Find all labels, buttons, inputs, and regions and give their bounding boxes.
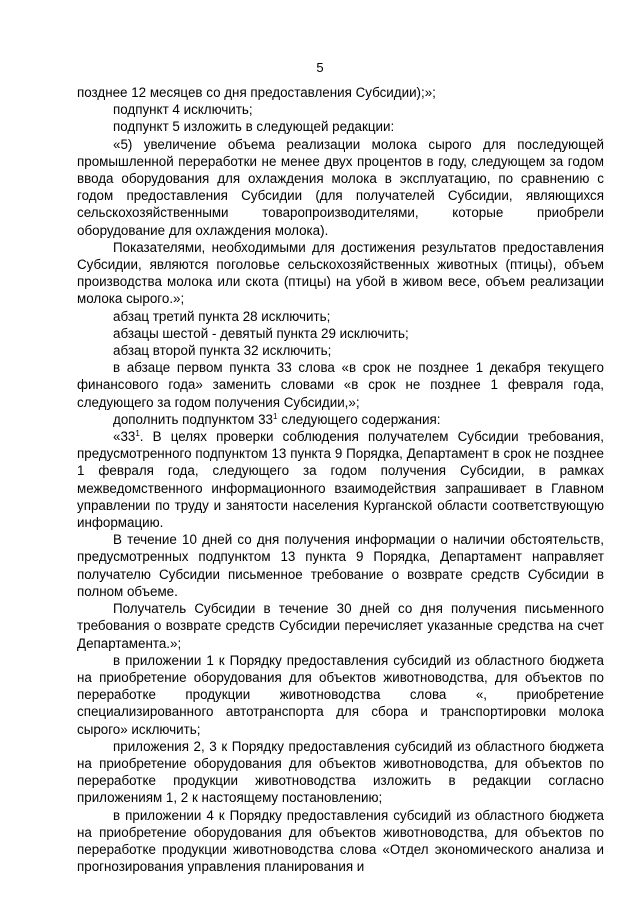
paragraph-text: дополнить подпунктом 33 [113, 411, 274, 427]
paragraph: в приложении 1 к Порядку предоставления субсидий из областного бюджета на приобретение оборудования для объектов животноводства, для объектов по переработке продукции животноводства слова «, приобретение специализированного автотранспорта для сбора и транспортировки молока сырого» исключить; [77, 652, 604, 737]
paragraph [77, 411, 604, 428]
paragraph: в абзаце первом пункта 33 слова «в срок не позднее 1 декабря текущего финансового года» заменить словами «в срок не позднее 1 февраля года, следующего за годом получения Субсидии,»; [77, 360, 604, 410]
paragraph: В течение 10 дней со дня получения информации о наличии обстоятельств, предусмотренных подпунктом 13 пункта 9 Порядка, Департамент направляет получателю Субсидии письменное требование о возврате средств Субсидии в полном объеме. [77, 532, 604, 599]
paragraph: Получатель Субсидии в течение 30 дней со дня получения письменного требования о возврате средств Субсидии перечисляет указанные средства на счет Департамента.»; [77, 601, 604, 651]
paragraph: Показателями, необходимыми для достижения результатов предоставления Субсидии, являются поголовье сельскохозяйственных животных (птицы), объем производства молока или скота (птицы) на убой в живом весе, объем реализации молока сырого.»; [77, 239, 604, 307]
paragraph-text: . В целях проверки соблюдения получателем Субсидии требования, предусмотренного подпунктом 13 пункта 9 Порядка, Департамент в срок не позднее 1 февраля года, следующего за годом получения Субсидии, в рамках межведомственного информационного взаимодействия запрашивает в Главном управлении по труду и занятости населения Курганской области соответствующую информацию. [77, 429, 604, 531]
paragraph: позднее 12 месяцев со дня предоставления Субсидии);»; [77, 85, 436, 100]
paragraph: подпункт 4 исключить; [113, 102, 253, 118]
paragraph: подпункт 5 изложить в следующей редакции: [113, 119, 395, 135]
paragraph: приложения 2, 3 к Порядку предоставления субсидий из областного бюджета на приобретение оборудования для объектов животноводства, для объектов по переработке продукции животноводства изложить в редакции согласно приложениям 1, 2 к настоящему постановлению; [77, 738, 604, 806]
document-body [77, 84, 604, 875]
paragraph-text: следующего содержания: [277, 411, 441, 427]
paragraph: в приложении 4 к Порядку предоставления субсидий из областного бюджета на приобретение оборудования для объектов животноводства, для объектов по переработке продукции животноводства слова «Отдел экономического анализа и прогнозирования управления планирования и [77, 807, 604, 875]
paragraph-text: «33 [113, 429, 136, 445]
page-number: 5 [316, 60, 324, 75]
paragraph [77, 428, 604, 531]
paragraph: «5) увеличение объема реализации молока сырого для последующей промышленной переработки не менее двух процентов в году, следующем за годом ввода оборудования для охлаждения молока в эксплуатацию, по сравнению с годом предоставления Субсидии (для получателей Субсидии, являющихся сельскохозяйственными товаропроизводителями, которые приобрели оборудование для охлаждения молока). [77, 136, 604, 238]
superscript: 1 [273, 411, 278, 421]
paragraph: абзац третий пункта 28 исключить; [113, 308, 331, 324]
superscript: 1 [135, 429, 140, 439]
paragraph: абзацы шестой - девятый пункта 29 исключить; [113, 325, 409, 341]
paragraph: абзац второй пункта 32 исключить; [113, 343, 332, 359]
